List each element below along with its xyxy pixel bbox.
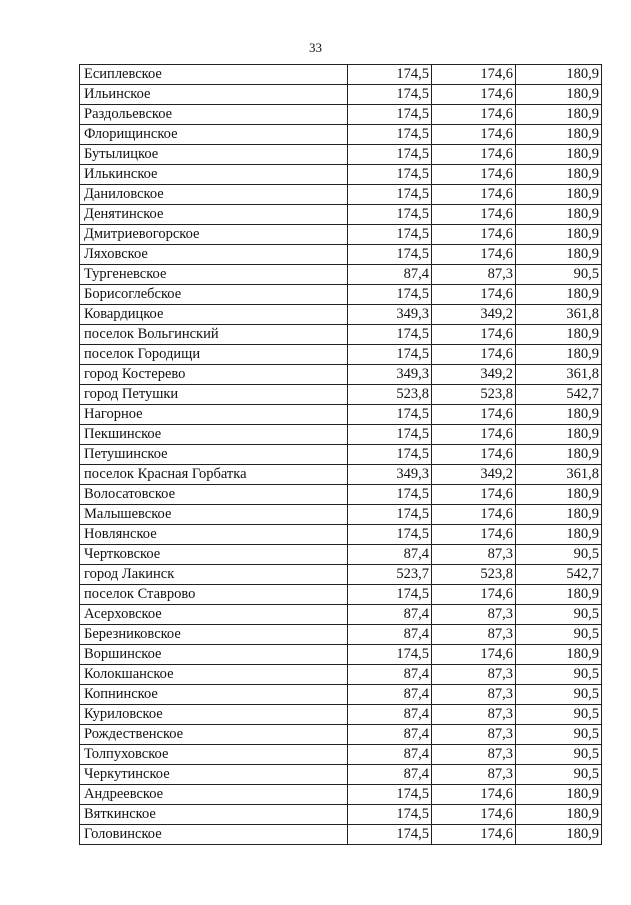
municipality-name-cell: Ковардицкое	[80, 305, 348, 325]
value-3-cell: 180,9	[516, 205, 602, 225]
municipality-name-cell: Ляховское	[80, 245, 348, 265]
table-row	[80, 605, 602, 625]
data-table	[79, 64, 602, 845]
value-3-cell: 90,5	[516, 665, 602, 685]
municipality-name-cell: Дмитриевогорское	[80, 225, 348, 245]
table-row	[80, 405, 602, 425]
value-3-cell: 361,8	[516, 365, 602, 385]
value-3-cell: 180,9	[516, 125, 602, 145]
value-2-cell: 174,6	[432, 105, 516, 125]
municipality-name-cell: Рождественское	[80, 725, 348, 745]
value-1-cell: 174,5	[348, 585, 432, 605]
municipality-name-cell: город Петушки	[80, 385, 348, 405]
value-2-cell: 174,6	[432, 225, 516, 245]
value-1-cell: 174,5	[348, 85, 432, 105]
value-1-cell: 174,5	[348, 325, 432, 345]
value-3-cell: 180,9	[516, 825, 602, 845]
value-2-cell: 174,6	[432, 585, 516, 605]
value-2-cell: 174,6	[432, 245, 516, 265]
value-1-cell: 174,5	[348, 125, 432, 145]
value-3-cell: 90,5	[516, 265, 602, 285]
value-3-cell: 180,9	[516, 165, 602, 185]
value-1-cell: 174,5	[348, 245, 432, 265]
value-3-cell: 180,9	[516, 445, 602, 465]
municipality-name-cell: Колокшанское	[80, 665, 348, 685]
value-2-cell: 174,6	[432, 125, 516, 145]
municipality-name-cell: Головинское	[80, 825, 348, 845]
value-2-cell: 174,6	[432, 425, 516, 445]
value-3-cell: 180,9	[516, 405, 602, 425]
value-1-cell: 174,5	[348, 285, 432, 305]
municipality-name-cell: Новлянское	[80, 525, 348, 545]
value-2-cell: 87,3	[432, 725, 516, 745]
value-2-cell: 174,6	[432, 285, 516, 305]
value-1-cell: 174,5	[348, 205, 432, 225]
table-row	[80, 465, 602, 485]
value-3-cell: 180,9	[516, 185, 602, 205]
value-1-cell: 87,4	[348, 705, 432, 725]
municipality-name-cell: Воршинское	[80, 645, 348, 665]
value-1-cell: 174,5	[348, 105, 432, 125]
municipality-name-cell: Чертковское	[80, 545, 348, 565]
municipality-name-cell: Андреевское	[80, 785, 348, 805]
value-2-cell: 174,6	[432, 205, 516, 225]
municipality-name-cell: Денятинское	[80, 205, 348, 225]
value-1-cell: 523,7	[348, 565, 432, 585]
value-1-cell: 349,3	[348, 365, 432, 385]
table-row	[80, 125, 602, 145]
table-row	[80, 665, 602, 685]
value-1-cell: 87,4	[348, 665, 432, 685]
value-3-cell: 180,9	[516, 485, 602, 505]
value-2-cell: 87,3	[432, 765, 516, 785]
value-1-cell: 174,5	[348, 525, 432, 545]
value-1-cell: 174,5	[348, 165, 432, 185]
table-row	[80, 225, 602, 245]
value-3-cell: 180,9	[516, 245, 602, 265]
municipality-name-cell: Волосатовское	[80, 485, 348, 505]
table-row	[80, 345, 602, 365]
value-3-cell: 90,5	[516, 765, 602, 785]
value-2-cell: 174,6	[432, 825, 516, 845]
municipality-name-cell: Даниловское	[80, 185, 348, 205]
municipality-name-cell: поселок Городищи	[80, 345, 348, 365]
table-row	[80, 725, 602, 745]
value-3-cell: 180,9	[516, 285, 602, 305]
value-1-cell: 174,5	[348, 345, 432, 365]
table-row	[80, 385, 602, 405]
value-3-cell: 542,7	[516, 565, 602, 585]
table-row	[80, 585, 602, 605]
value-1-cell: 87,4	[348, 545, 432, 565]
table-row	[80, 325, 602, 345]
table-row	[80, 105, 602, 125]
value-3-cell: 180,9	[516, 525, 602, 545]
value-1-cell: 174,5	[348, 805, 432, 825]
table-row	[80, 685, 602, 705]
table-row	[80, 145, 602, 165]
municipality-name-cell: поселок Ставрово	[80, 585, 348, 605]
value-1-cell: 349,3	[348, 305, 432, 325]
municipality-name-cell: Черкутинское	[80, 765, 348, 785]
value-2-cell: 174,6	[432, 325, 516, 345]
municipality-name-cell: Флорищинское	[80, 125, 348, 145]
value-3-cell: 90,5	[516, 705, 602, 725]
table-body	[80, 65, 602, 845]
value-2-cell: 174,6	[432, 145, 516, 165]
table-row	[80, 205, 602, 225]
table-row	[80, 625, 602, 645]
table-row	[80, 745, 602, 765]
value-1-cell: 174,5	[348, 65, 432, 85]
table-row	[80, 425, 602, 445]
value-3-cell: 180,9	[516, 645, 602, 665]
value-2-cell: 87,3	[432, 745, 516, 765]
value-3-cell: 361,8	[516, 465, 602, 485]
municipality-name-cell: город Лакинск	[80, 565, 348, 585]
value-1-cell: 174,5	[348, 185, 432, 205]
value-2-cell: 87,3	[432, 665, 516, 685]
value-2-cell: 174,6	[432, 485, 516, 505]
value-1-cell: 174,5	[348, 785, 432, 805]
value-3-cell: 180,9	[516, 585, 602, 605]
page-number: 33	[309, 40, 322, 55]
value-2-cell: 349,2	[432, 465, 516, 485]
table-row	[80, 185, 602, 205]
municipality-name-cell: Раздольевское	[80, 105, 348, 125]
value-3-cell: 90,5	[516, 625, 602, 645]
value-3-cell: 180,9	[516, 105, 602, 125]
value-3-cell: 542,7	[516, 385, 602, 405]
value-2-cell: 523,8	[432, 385, 516, 405]
table-row	[80, 545, 602, 565]
municipality-name-cell: Ильинское	[80, 85, 348, 105]
value-2-cell: 174,6	[432, 185, 516, 205]
table-row	[80, 765, 602, 785]
municipality-name-cell: Малышевское	[80, 505, 348, 525]
value-2-cell: 174,6	[432, 405, 516, 425]
municipality-name-cell: Тургеневское	[80, 265, 348, 285]
value-2-cell: 87,3	[432, 545, 516, 565]
value-2-cell: 87,3	[432, 625, 516, 645]
value-1-cell: 349,3	[348, 465, 432, 485]
value-3-cell: 180,9	[516, 345, 602, 365]
value-1-cell: 174,5	[348, 645, 432, 665]
table-row	[80, 85, 602, 105]
value-2-cell: 349,2	[432, 365, 516, 385]
table-row	[80, 245, 602, 265]
value-2-cell: 349,2	[432, 305, 516, 325]
value-2-cell: 174,6	[432, 65, 516, 85]
table-row	[80, 785, 602, 805]
table-row	[80, 265, 602, 285]
value-2-cell: 174,6	[432, 505, 516, 525]
value-1-cell: 174,5	[348, 825, 432, 845]
municipality-name-cell: Есиплевское	[80, 65, 348, 85]
value-1-cell: 87,4	[348, 685, 432, 705]
municipality-name-cell: Илькинское	[80, 165, 348, 185]
value-2-cell: 174,6	[432, 345, 516, 365]
value-2-cell: 174,6	[432, 85, 516, 105]
municipality-name-cell: Березниковское	[80, 625, 348, 645]
table-row	[80, 305, 602, 325]
municipality-name-cell: поселок Красная Горбатка	[80, 465, 348, 485]
value-3-cell: 90,5	[516, 685, 602, 705]
value-2-cell: 174,6	[432, 445, 516, 465]
value-2-cell: 174,6	[432, 525, 516, 545]
municipality-name-cell: Пекшинское	[80, 425, 348, 445]
value-2-cell: 174,6	[432, 785, 516, 805]
municipality-name-cell: Асерховское	[80, 605, 348, 625]
value-1-cell: 174,5	[348, 505, 432, 525]
table-row	[80, 285, 602, 305]
value-2-cell: 87,3	[432, 265, 516, 285]
value-2-cell: 87,3	[432, 605, 516, 625]
table-row	[80, 445, 602, 465]
table-row	[80, 525, 602, 545]
municipality-name-cell: Толпуховское	[80, 745, 348, 765]
value-2-cell: 523,8	[432, 565, 516, 585]
municipality-name-cell: Вяткинское	[80, 805, 348, 825]
value-1-cell: 174,5	[348, 425, 432, 445]
value-1-cell: 87,4	[348, 745, 432, 765]
value-2-cell: 174,6	[432, 645, 516, 665]
value-1-cell: 87,4	[348, 625, 432, 645]
municipality-name-cell: Петушинское	[80, 445, 348, 465]
value-3-cell: 90,5	[516, 745, 602, 765]
value-3-cell: 90,5	[516, 545, 602, 565]
value-1-cell: 174,5	[348, 225, 432, 245]
value-2-cell: 87,3	[432, 705, 516, 725]
value-1-cell: 174,5	[348, 485, 432, 505]
table-row	[80, 505, 602, 525]
table-row	[80, 485, 602, 505]
value-2-cell: 174,6	[432, 165, 516, 185]
value-1-cell: 523,8	[348, 385, 432, 405]
municipality-name-cell: Нагорное	[80, 405, 348, 425]
value-2-cell: 87,3	[432, 685, 516, 705]
value-3-cell: 180,9	[516, 325, 602, 345]
value-1-cell: 87,4	[348, 265, 432, 285]
value-3-cell: 90,5	[516, 605, 602, 625]
value-1-cell: 174,5	[348, 145, 432, 165]
value-2-cell: 174,6	[432, 805, 516, 825]
table-row	[80, 165, 602, 185]
value-3-cell: 180,9	[516, 225, 602, 245]
table-row	[80, 805, 602, 825]
value-3-cell: 180,9	[516, 145, 602, 165]
value-1-cell: 174,5	[348, 405, 432, 425]
value-1-cell: 87,4	[348, 765, 432, 785]
municipality-name-cell: Борисоглебское	[80, 285, 348, 305]
table-row	[80, 565, 602, 585]
municipality-name-cell: Копнинское	[80, 685, 348, 705]
municipality-name-cell: Бутылицкое	[80, 145, 348, 165]
value-3-cell: 180,9	[516, 505, 602, 525]
table-row	[80, 365, 602, 385]
table-row	[80, 645, 602, 665]
value-1-cell: 87,4	[348, 725, 432, 745]
table-row	[80, 825, 602, 845]
municipality-name-cell: город Костерево	[80, 365, 348, 385]
value-1-cell: 87,4	[348, 605, 432, 625]
value-3-cell: 180,9	[516, 425, 602, 445]
value-3-cell: 180,9	[516, 65, 602, 85]
value-3-cell: 180,9	[516, 785, 602, 805]
value-3-cell: 361,8	[516, 305, 602, 325]
value-1-cell: 174,5	[348, 445, 432, 465]
value-3-cell: 180,9	[516, 85, 602, 105]
municipality-name-cell: поселок Вольгинский	[80, 325, 348, 345]
value-3-cell: 180,9	[516, 805, 602, 825]
municipality-name-cell: Куриловское	[80, 705, 348, 725]
table-row	[80, 65, 602, 85]
table-row	[80, 705, 602, 725]
value-3-cell: 90,5	[516, 725, 602, 745]
